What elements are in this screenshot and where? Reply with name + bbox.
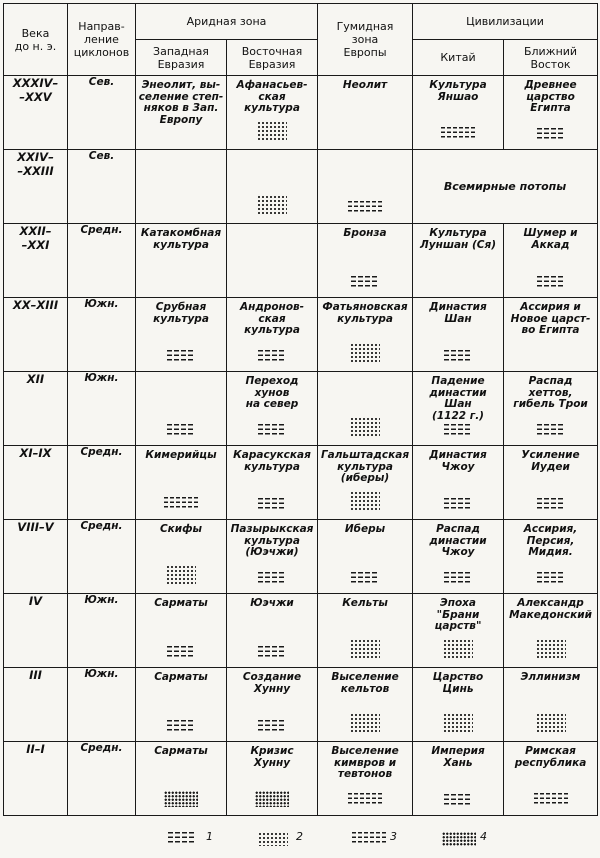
direction-cell — [68, 150, 136, 224]
pattern-2-icon — [257, 121, 287, 141]
century-cell — [4, 298, 68, 372]
legend-pattern-2 — [258, 832, 288, 846]
cell-content — [136, 298, 226, 371]
century-cell — [4, 446, 68, 520]
cell-content — [318, 298, 412, 371]
pattern-2-icon — [166, 565, 196, 585]
pattern-3-icon — [348, 201, 382, 215]
cell-east — [227, 594, 318, 668]
pattern-1-icon — [258, 424, 286, 437]
cell-china — [413, 520, 504, 594]
cell-content — [413, 76, 503, 149]
cell-content — [227, 372, 317, 445]
table-row — [4, 224, 598, 298]
cell-china — [413, 594, 504, 668]
legend-label-1: 1 — [206, 830, 213, 843]
century-cell — [4, 372, 68, 446]
cell-humid — [318, 76, 413, 150]
century-cell — [4, 224, 68, 298]
cell-text: Создание Хунну — [242, 671, 302, 695]
cell-content — [227, 668, 317, 741]
century-label: XXIV– –XXIII — [17, 150, 54, 178]
cell-text: Афанасьев- ская культура — [236, 79, 308, 114]
cell-content — [136, 742, 226, 815]
cell-text: Падение династии Шан (1122 г.) — [429, 375, 487, 422]
pattern-2-icon — [350, 417, 380, 437]
header-civilizations: Цивилизации — [413, 4, 598, 40]
cell-east — [227, 224, 318, 298]
cell-text: Сарматы — [154, 671, 208, 683]
cell-text — [318, 150, 412, 154]
cell-humid — [318, 742, 413, 816]
cell-west — [136, 298, 227, 372]
cell-content — [413, 298, 503, 371]
pattern-4-icon — [255, 791, 289, 807]
cell-content — [136, 594, 226, 667]
cell-text: Кельты — [342, 597, 388, 609]
direction-label: Южн. — [84, 372, 119, 384]
cell-content — [318, 150, 412, 223]
cell-near — [504, 668, 598, 742]
cell-text: Сарматы — [154, 597, 208, 609]
pattern-1-icon — [167, 424, 195, 437]
direction-label: Средн. — [80, 446, 123, 458]
table-row — [4, 594, 598, 668]
cell-china — [413, 298, 504, 372]
cell-content — [504, 446, 597, 519]
header-arid-zone: Аридная зона — [136, 4, 318, 40]
cell-west — [136, 594, 227, 668]
cell-content — [318, 668, 412, 741]
cell-near — [504, 520, 598, 594]
century-label: XXXIV– –XXV — [12, 76, 59, 104]
direction-label: Южн. — [84, 668, 119, 680]
header-eastern-eurasia: Восточная Евразия — [227, 40, 318, 76]
pattern-1-icon — [351, 276, 379, 289]
direction-cell — [68, 298, 136, 372]
pattern-2-icon — [350, 713, 380, 733]
cell-east — [227, 372, 318, 446]
pattern-1-icon — [258, 572, 286, 585]
cell-text: Выселение кельтов — [331, 671, 399, 695]
cell-content — [318, 446, 412, 519]
pattern-2-icon — [350, 639, 380, 659]
direction-cell — [68, 594, 136, 668]
pattern-3-icon — [534, 793, 568, 807]
century-cell — [4, 668, 68, 742]
header-western-eurasia: Западная Евразия — [136, 40, 227, 76]
cell-humid — [318, 520, 413, 594]
cell-china — [413, 668, 504, 742]
cell-content — [318, 372, 412, 445]
cell-content — [504, 224, 597, 297]
pattern-2-icon — [536, 639, 566, 659]
cell-text: Римская республика — [514, 745, 587, 769]
cell-content — [504, 594, 597, 667]
cell-text: Скифы — [159, 523, 203, 535]
cell-content — [413, 446, 503, 519]
pattern-1-icon — [444, 498, 472, 511]
century-label: II–I — [26, 742, 45, 756]
cell-near — [504, 298, 598, 372]
cell-content — [504, 372, 597, 445]
direction-label: Средн. — [80, 742, 123, 754]
cell-text: Династия Шан — [429, 301, 487, 325]
table-row — [4, 76, 598, 150]
pattern-1-icon — [537, 276, 565, 289]
direction-cell — [68, 372, 136, 446]
table-row — [4, 150, 598, 224]
cell-text: Энеолит, вы- селение степ- няков в Зап. Европу — [138, 79, 224, 126]
cell-content — [318, 76, 412, 149]
pattern-1-icon — [167, 646, 195, 659]
cell-west — [136, 520, 227, 594]
cell-content — [318, 224, 412, 297]
pattern-1-icon — [258, 350, 286, 363]
pattern-2-icon — [443, 713, 473, 733]
header-near-east: Ближний Восток — [504, 40, 598, 76]
cell-text: Катакомбная культура — [140, 227, 222, 251]
civ-wide-cell — [413, 150, 598, 224]
cell-west — [136, 150, 227, 224]
pattern-1-icon — [167, 720, 195, 733]
cell-text: Переход хунов на север — [245, 375, 299, 410]
pattern-2-icon — [350, 491, 380, 511]
legend — [0, 826, 600, 850]
century-cell — [4, 594, 68, 668]
cell-text: Ассирия и Новое царст- во Египта — [510, 301, 591, 336]
pattern-1-icon — [351, 572, 379, 585]
cell-content — [227, 298, 317, 371]
cell-content — [413, 594, 503, 667]
header-centuries: Века до н. э. — [4, 4, 68, 76]
cell-content — [136, 76, 226, 149]
direction-label: Южн. — [84, 594, 119, 606]
table-body — [4, 76, 598, 816]
century-label: VIII–V — [17, 520, 54, 534]
pattern-1-icon — [537, 572, 565, 585]
pattern-1-icon — [537, 498, 565, 511]
cell-content — [504, 298, 597, 371]
pattern-1-icon — [258, 720, 286, 733]
pattern-1-icon — [258, 646, 286, 659]
cell-humid — [318, 668, 413, 742]
cell-text: Неолит — [342, 79, 388, 91]
cell-east — [227, 742, 318, 816]
direction-label: Средн. — [80, 224, 123, 236]
cell-text: Династия Чжоу — [429, 449, 487, 473]
pattern-3-icon — [164, 497, 198, 511]
legend-pattern-1 — [168, 832, 196, 845]
cell-text — [136, 150, 226, 154]
century-label: IV — [28, 594, 43, 608]
cell-content — [227, 520, 317, 593]
cell-text: Гальштадская культура (иберы) — [320, 449, 410, 484]
cell-text: Культура Луншан (Ся) — [420, 227, 497, 251]
direction-label: Сев. — [88, 76, 115, 88]
pattern-1-icon — [444, 572, 472, 585]
cell-content — [136, 446, 226, 519]
cell-humid — [318, 224, 413, 298]
pattern-1-icon — [167, 350, 195, 363]
cell-near — [504, 372, 598, 446]
pattern-1-icon — [258, 498, 286, 511]
cell-east — [227, 76, 318, 150]
legend-label-2: 2 — [296, 830, 303, 843]
cell-humid — [318, 298, 413, 372]
cell-near — [504, 446, 598, 520]
pattern-1-icon — [537, 128, 565, 141]
direction-cell — [68, 520, 136, 594]
cell-text: Сарматы — [154, 745, 208, 757]
cell-text: Пазырыкская культура (Юэчжи) — [230, 523, 314, 558]
cell-content — [227, 594, 317, 667]
cell-content — [227, 76, 317, 149]
cell-text: Иберы — [344, 523, 386, 535]
legend-label-4: 4 — [480, 830, 487, 843]
cell-east — [227, 150, 318, 224]
cell-west — [136, 372, 227, 446]
cell-content — [413, 224, 503, 297]
cell-china — [413, 224, 504, 298]
table-row — [4, 372, 598, 446]
pattern-1-icon — [444, 794, 472, 807]
century-label: XII — [26, 372, 45, 386]
century-label: XI–IX — [19, 446, 52, 460]
direction-cell — [68, 76, 136, 150]
cell-content — [413, 372, 503, 445]
cell-text: Распад династии Чжоу — [429, 523, 487, 558]
cell-text: Фатьяновская культура — [322, 301, 408, 325]
cell-text — [227, 224, 317, 228]
cell-near — [504, 742, 598, 816]
pattern-4-icon — [164, 791, 198, 807]
cell-content — [136, 668, 226, 741]
cell-text: Царство Цинь — [432, 671, 484, 695]
cell-west — [136, 742, 227, 816]
cell-content — [504, 520, 597, 593]
pattern-1-icon — [444, 350, 472, 363]
cell-text: Эпоха "Брани царств" — [434, 597, 482, 632]
civ-wide-text: Всемирные потопы — [443, 180, 567, 193]
table-row — [4, 298, 598, 372]
cell-west — [136, 224, 227, 298]
pattern-3-icon — [348, 793, 382, 807]
cell-content — [136, 224, 226, 297]
cell-content — [504, 76, 597, 149]
cell-content — [136, 150, 226, 223]
direction-label: Южн. — [84, 298, 119, 310]
cell-content — [136, 372, 226, 445]
century-label: XX–XIII — [12, 298, 59, 312]
table-row — [4, 742, 598, 816]
cell-humid — [318, 150, 413, 224]
cell-content — [318, 594, 412, 667]
cell-text: Кризис Хунну — [250, 745, 294, 769]
cell-text: Кимерийцы — [145, 449, 217, 461]
cell-text — [318, 372, 412, 376]
cell-content — [227, 224, 317, 297]
cell-content — [318, 520, 412, 593]
century-cell — [4, 742, 68, 816]
cell-text: Выселение кимвров и тевтонов — [331, 745, 399, 780]
cell-text: Древнее царство Египта — [524, 79, 577, 114]
cell-content — [504, 668, 597, 741]
cell-text: Шумер и Аккад — [523, 227, 578, 251]
legend-pattern-3 — [352, 832, 386, 846]
direction-cell — [68, 446, 136, 520]
pattern-3-icon — [441, 127, 475, 141]
header-cyclone-direction: Направ- ление циклонов — [68, 4, 136, 76]
cell-content — [227, 446, 317, 519]
cell-west — [136, 446, 227, 520]
cell-text: Усиление Иудеи — [521, 449, 580, 473]
legend-pattern-4 — [442, 832, 476, 846]
pattern-1-icon — [444, 424, 472, 437]
cell-content — [136, 520, 226, 593]
cell-content — [413, 742, 503, 815]
century-cell — [4, 150, 68, 224]
pattern-2-icon — [443, 639, 473, 659]
cell-humid — [318, 372, 413, 446]
pattern-2-icon — [536, 713, 566, 733]
direction-label: Сев. — [88, 150, 115, 162]
century-label: XXII– –XXI — [19, 224, 52, 252]
cell-text: Андронов- ская культура — [239, 301, 305, 336]
cell-near — [504, 594, 598, 668]
cell-content — [413, 668, 503, 741]
cell-text: Ассирия, Персия, Мидия. — [523, 523, 578, 558]
cell-humid — [318, 446, 413, 520]
cell-content — [413, 520, 503, 593]
cell-west — [136, 668, 227, 742]
legend-label-3: 3 — [390, 830, 397, 843]
direction-cell — [68, 668, 136, 742]
cell-near — [504, 76, 598, 150]
table-row — [4, 520, 598, 594]
cell-text: Культура Яншао — [429, 79, 487, 103]
cell-text — [136, 372, 226, 376]
century-cell — [4, 76, 68, 150]
cell-humid — [318, 594, 413, 668]
direction-cell — [68, 742, 136, 816]
cell-east — [227, 298, 318, 372]
cell-west — [136, 76, 227, 150]
cell-china — [413, 372, 504, 446]
cell-text — [227, 150, 317, 154]
direction-cell — [68, 224, 136, 298]
century-label: III — [29, 668, 42, 682]
cell-china — [413, 742, 504, 816]
cell-text: Эллинизм — [520, 671, 581, 683]
cell-text: Империя Хань — [431, 745, 485, 769]
table-row — [4, 446, 598, 520]
pattern-2-icon — [257, 195, 287, 215]
header-china: Китай — [413, 40, 504, 76]
cell-east — [227, 446, 318, 520]
cell-content — [318, 742, 412, 815]
cell-text: Юэчжи — [250, 597, 294, 609]
cell-content — [227, 742, 317, 815]
century-cell — [4, 520, 68, 594]
cell-east — [227, 520, 318, 594]
pattern-1-icon — [537, 424, 565, 437]
cell-china — [413, 76, 504, 150]
cell-east — [227, 668, 318, 742]
cell-text: Срубная культура — [153, 301, 209, 325]
cell-text: Карасукская культура — [233, 449, 311, 473]
cycles-table — [3, 3, 598, 816]
cell-near — [504, 224, 598, 298]
pattern-2-icon — [350, 343, 380, 363]
direction-label: Средн. — [80, 520, 123, 532]
cell-text: Александр Македонский — [509, 597, 592, 621]
table-row — [4, 668, 598, 742]
cell-china — [413, 446, 504, 520]
cell-text: Бронза — [343, 227, 387, 239]
header-humid-zone: Гумидная зона Европы — [318, 4, 413, 76]
cell-text: Распад хеттов, гибель Трои — [513, 375, 588, 410]
cell-content — [504, 742, 597, 815]
cell-content — [227, 150, 317, 223]
